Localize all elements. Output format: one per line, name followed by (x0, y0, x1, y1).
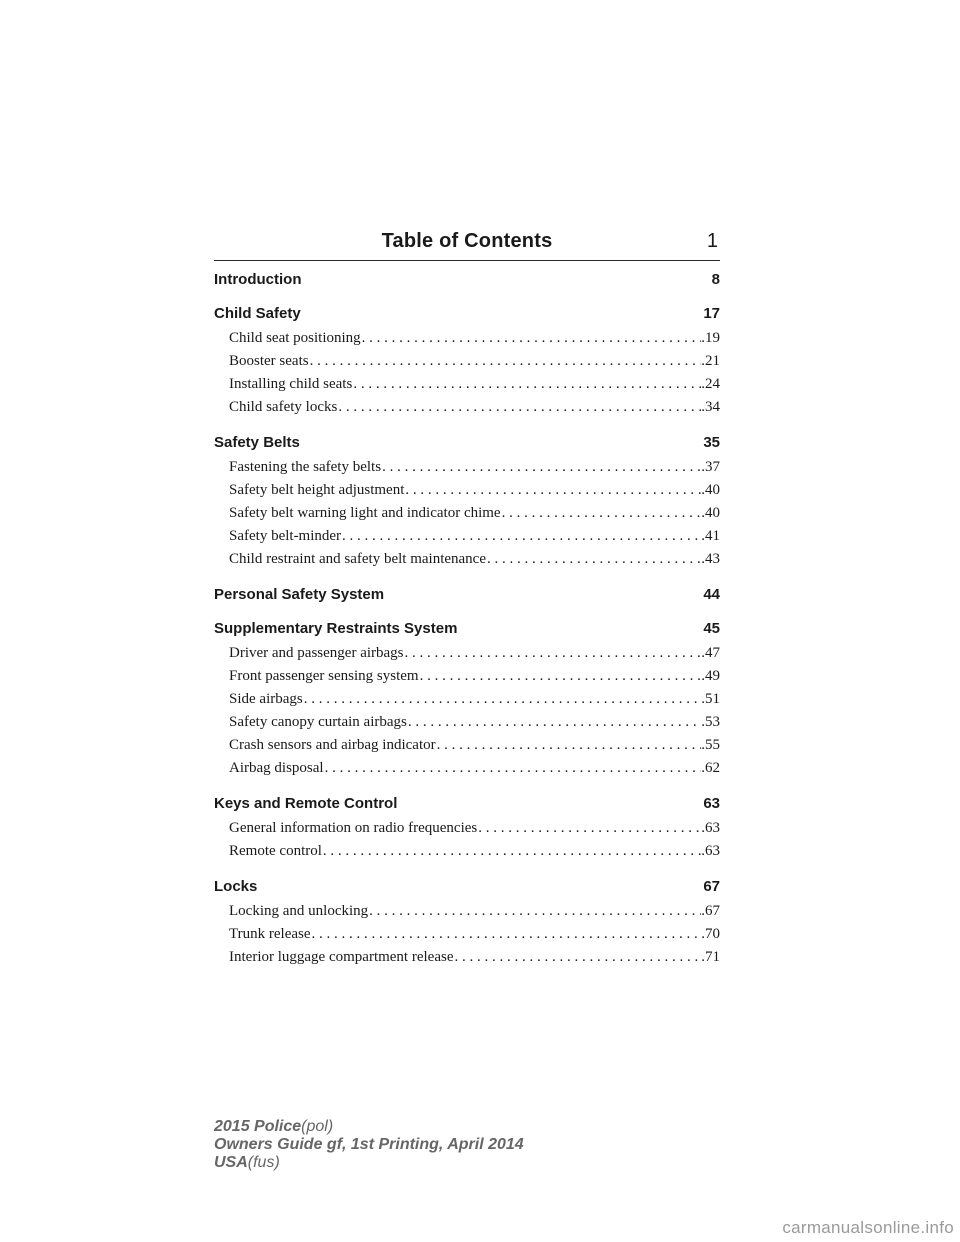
toc-entry-label: Side airbags (229, 691, 303, 707)
toc-entry-page: .47 (701, 645, 720, 661)
dot-leader (419, 665, 702, 688)
toc-section-heading[interactable] (214, 585, 720, 605)
toc-section-title: Keys and Remote Control (214, 795, 398, 812)
toc-entry-page: .71 (701, 949, 720, 965)
toc-section-page: 45 (703, 620, 720, 637)
dot-leader (368, 900, 701, 923)
toc-entry-label: Safety canopy curtain airbags (229, 714, 407, 730)
toc-entry[interactable] (214, 479, 720, 502)
toc-entry[interactable] (214, 373, 720, 396)
toc-entry-page: .63 (701, 820, 720, 836)
footer-line-3 (214, 1154, 524, 1172)
toc-entry-page: .53 (701, 714, 720, 730)
footer-model-code: (pol) (301, 1118, 334, 1135)
toc-entry[interactable] (214, 757, 720, 780)
dot-leader (404, 642, 702, 665)
toc-entry-label: Safety belt height adjustment (229, 482, 405, 498)
toc-entry-page: .37 (701, 459, 720, 475)
toc-section (214, 877, 720, 969)
toc-entry[interactable] (214, 502, 720, 525)
toc-entry-page: .63 (701, 843, 720, 859)
toc-entry-page: .62 (701, 760, 720, 776)
toc-entry-page: .21 (701, 353, 720, 369)
toc-section-heading[interactable] (214, 794, 720, 814)
dot-leader (477, 817, 701, 840)
toc-entry[interactable] (214, 525, 720, 548)
toc-entry-label: Trunk release (229, 926, 311, 942)
dot-leader (404, 479, 701, 502)
toc-section-heading[interactable] (214, 877, 720, 897)
toc-section-title: Child Safety (214, 305, 301, 322)
toc-entry-page: .34 (701, 399, 720, 415)
dot-leader (311, 923, 702, 946)
toc-entry[interactable] (214, 900, 720, 923)
dot-leader (436, 734, 702, 757)
footer-market: USA (214, 1154, 248, 1171)
dot-leader (309, 350, 702, 373)
toc-entry[interactable] (214, 840, 720, 863)
page-title: Table of Contents (381, 230, 553, 252)
toc-entry-label: Child restraint and safety belt maintenance (229, 551, 486, 567)
dot-leader (407, 711, 701, 734)
toc-section (214, 619, 720, 780)
toc-entry-page: .19 (701, 330, 720, 346)
dot-leader (324, 757, 702, 780)
footer-line-1 (214, 1118, 524, 1136)
toc-entry[interactable] (214, 665, 720, 688)
toc-entry-label: Child seat positioning (229, 330, 361, 346)
toc-entry-label: Child safety locks (229, 399, 338, 415)
toc-entry-label: Airbag disposal (229, 760, 324, 776)
toc-entry-label: Driver and passenger airbags (229, 645, 404, 661)
toc-section-heading[interactable] (214, 304, 720, 324)
toc-section-page: 63 (703, 795, 720, 812)
footer-line-2: Owners Guide gf, 1st Printing, April 2014 (214, 1136, 524, 1153)
toc-section-page: 44 (703, 586, 720, 603)
toc-entry-label: Locking and unlocking (229, 903, 369, 919)
toc-entry[interactable] (214, 946, 720, 969)
toc-entry-label: Fastening the safety belts (229, 459, 382, 475)
dot-leader (322, 840, 701, 863)
toc-entry[interactable] (214, 711, 720, 734)
toc-section-title: Introduction (214, 271, 302, 288)
dot-leader (341, 525, 701, 548)
toc-section-heading[interactable] (214, 270, 720, 290)
page-number: 1 (706, 230, 718, 252)
toc-entry-label: Front passenger sensing system (229, 668, 419, 684)
toc-entry-label: Remote control (229, 843, 322, 859)
watermark: carmanualsonline.info (782, 1218, 954, 1237)
toc-section-page: 67 (703, 878, 720, 895)
dot-leader (337, 396, 701, 419)
toc-section-title: Supplementary Restraints System (214, 620, 458, 637)
toc-entry-label: Safety belt warning light and indicator chime (229, 505, 501, 521)
dot-leader (453, 946, 701, 969)
dot-leader (381, 456, 701, 479)
toc-entry[interactable] (214, 350, 720, 373)
page-header (214, 228, 720, 261)
toc-entry-page: .51 (701, 691, 720, 707)
toc-section-page: 17 (703, 305, 720, 322)
toc-entry-page: .41 (701, 528, 720, 544)
toc-entry[interactable] (214, 642, 720, 665)
toc-entry-label: Safety belt-minder (229, 528, 342, 544)
toc-section (214, 585, 720, 605)
toc-section-page: 8 (711, 271, 720, 288)
dot-leader (352, 373, 701, 396)
toc-entry[interactable] (214, 688, 720, 711)
toc-entry-page: .40 (701, 482, 720, 498)
footer-model: 2015 Police (214, 1118, 302, 1135)
toc-entry-page: .43 (701, 551, 720, 567)
toc-entry-label: Booster seats (229, 353, 309, 369)
toc-entry-label: Installing child seats (229, 376, 353, 392)
toc-section (214, 794, 720, 863)
toc-entry-page: .70 (701, 926, 720, 942)
toc-section-page: 35 (703, 434, 720, 451)
footer (214, 1118, 524, 1172)
toc-entry-page: .40 (701, 505, 720, 521)
toc-entry-label: Crash sensors and airbag indicator (229, 737, 436, 753)
toc-entry[interactable] (214, 327, 720, 350)
toc-entry[interactable] (214, 548, 720, 571)
toc-entry[interactable] (214, 734, 720, 757)
toc-entry-page: .49 (701, 668, 720, 684)
toc-section (214, 270, 720, 290)
dot-leader (486, 548, 701, 571)
dot-leader (303, 688, 702, 711)
toc-section-title: Personal Safety System (214, 586, 385, 603)
toc-section (214, 433, 720, 571)
toc-section-heading[interactable] (214, 433, 720, 453)
table-of-contents (214, 270, 720, 983)
toc-section-title: Safety Belts (214, 434, 300, 451)
toc-entry[interactable] (214, 923, 720, 946)
toc-entry[interactable] (214, 396, 720, 419)
toc-section-heading[interactable] (214, 619, 720, 639)
dot-leader (501, 502, 702, 525)
toc-section-title: Locks (214, 878, 258, 895)
toc-entry-label: Interior luggage compartment release (229, 949, 454, 965)
footer-market-code: (fus) (247, 1154, 280, 1171)
toc-entry[interactable] (214, 456, 720, 479)
toc-entry-page: .24 (701, 376, 720, 392)
toc-entry-label: General information on radio frequencies (229, 820, 478, 836)
toc-entry-page: .55 (701, 737, 720, 753)
toc-section (214, 304, 720, 419)
toc-entry[interactable] (214, 817, 720, 840)
dot-leader (361, 327, 702, 350)
toc-entry-page: .67 (701, 903, 720, 919)
